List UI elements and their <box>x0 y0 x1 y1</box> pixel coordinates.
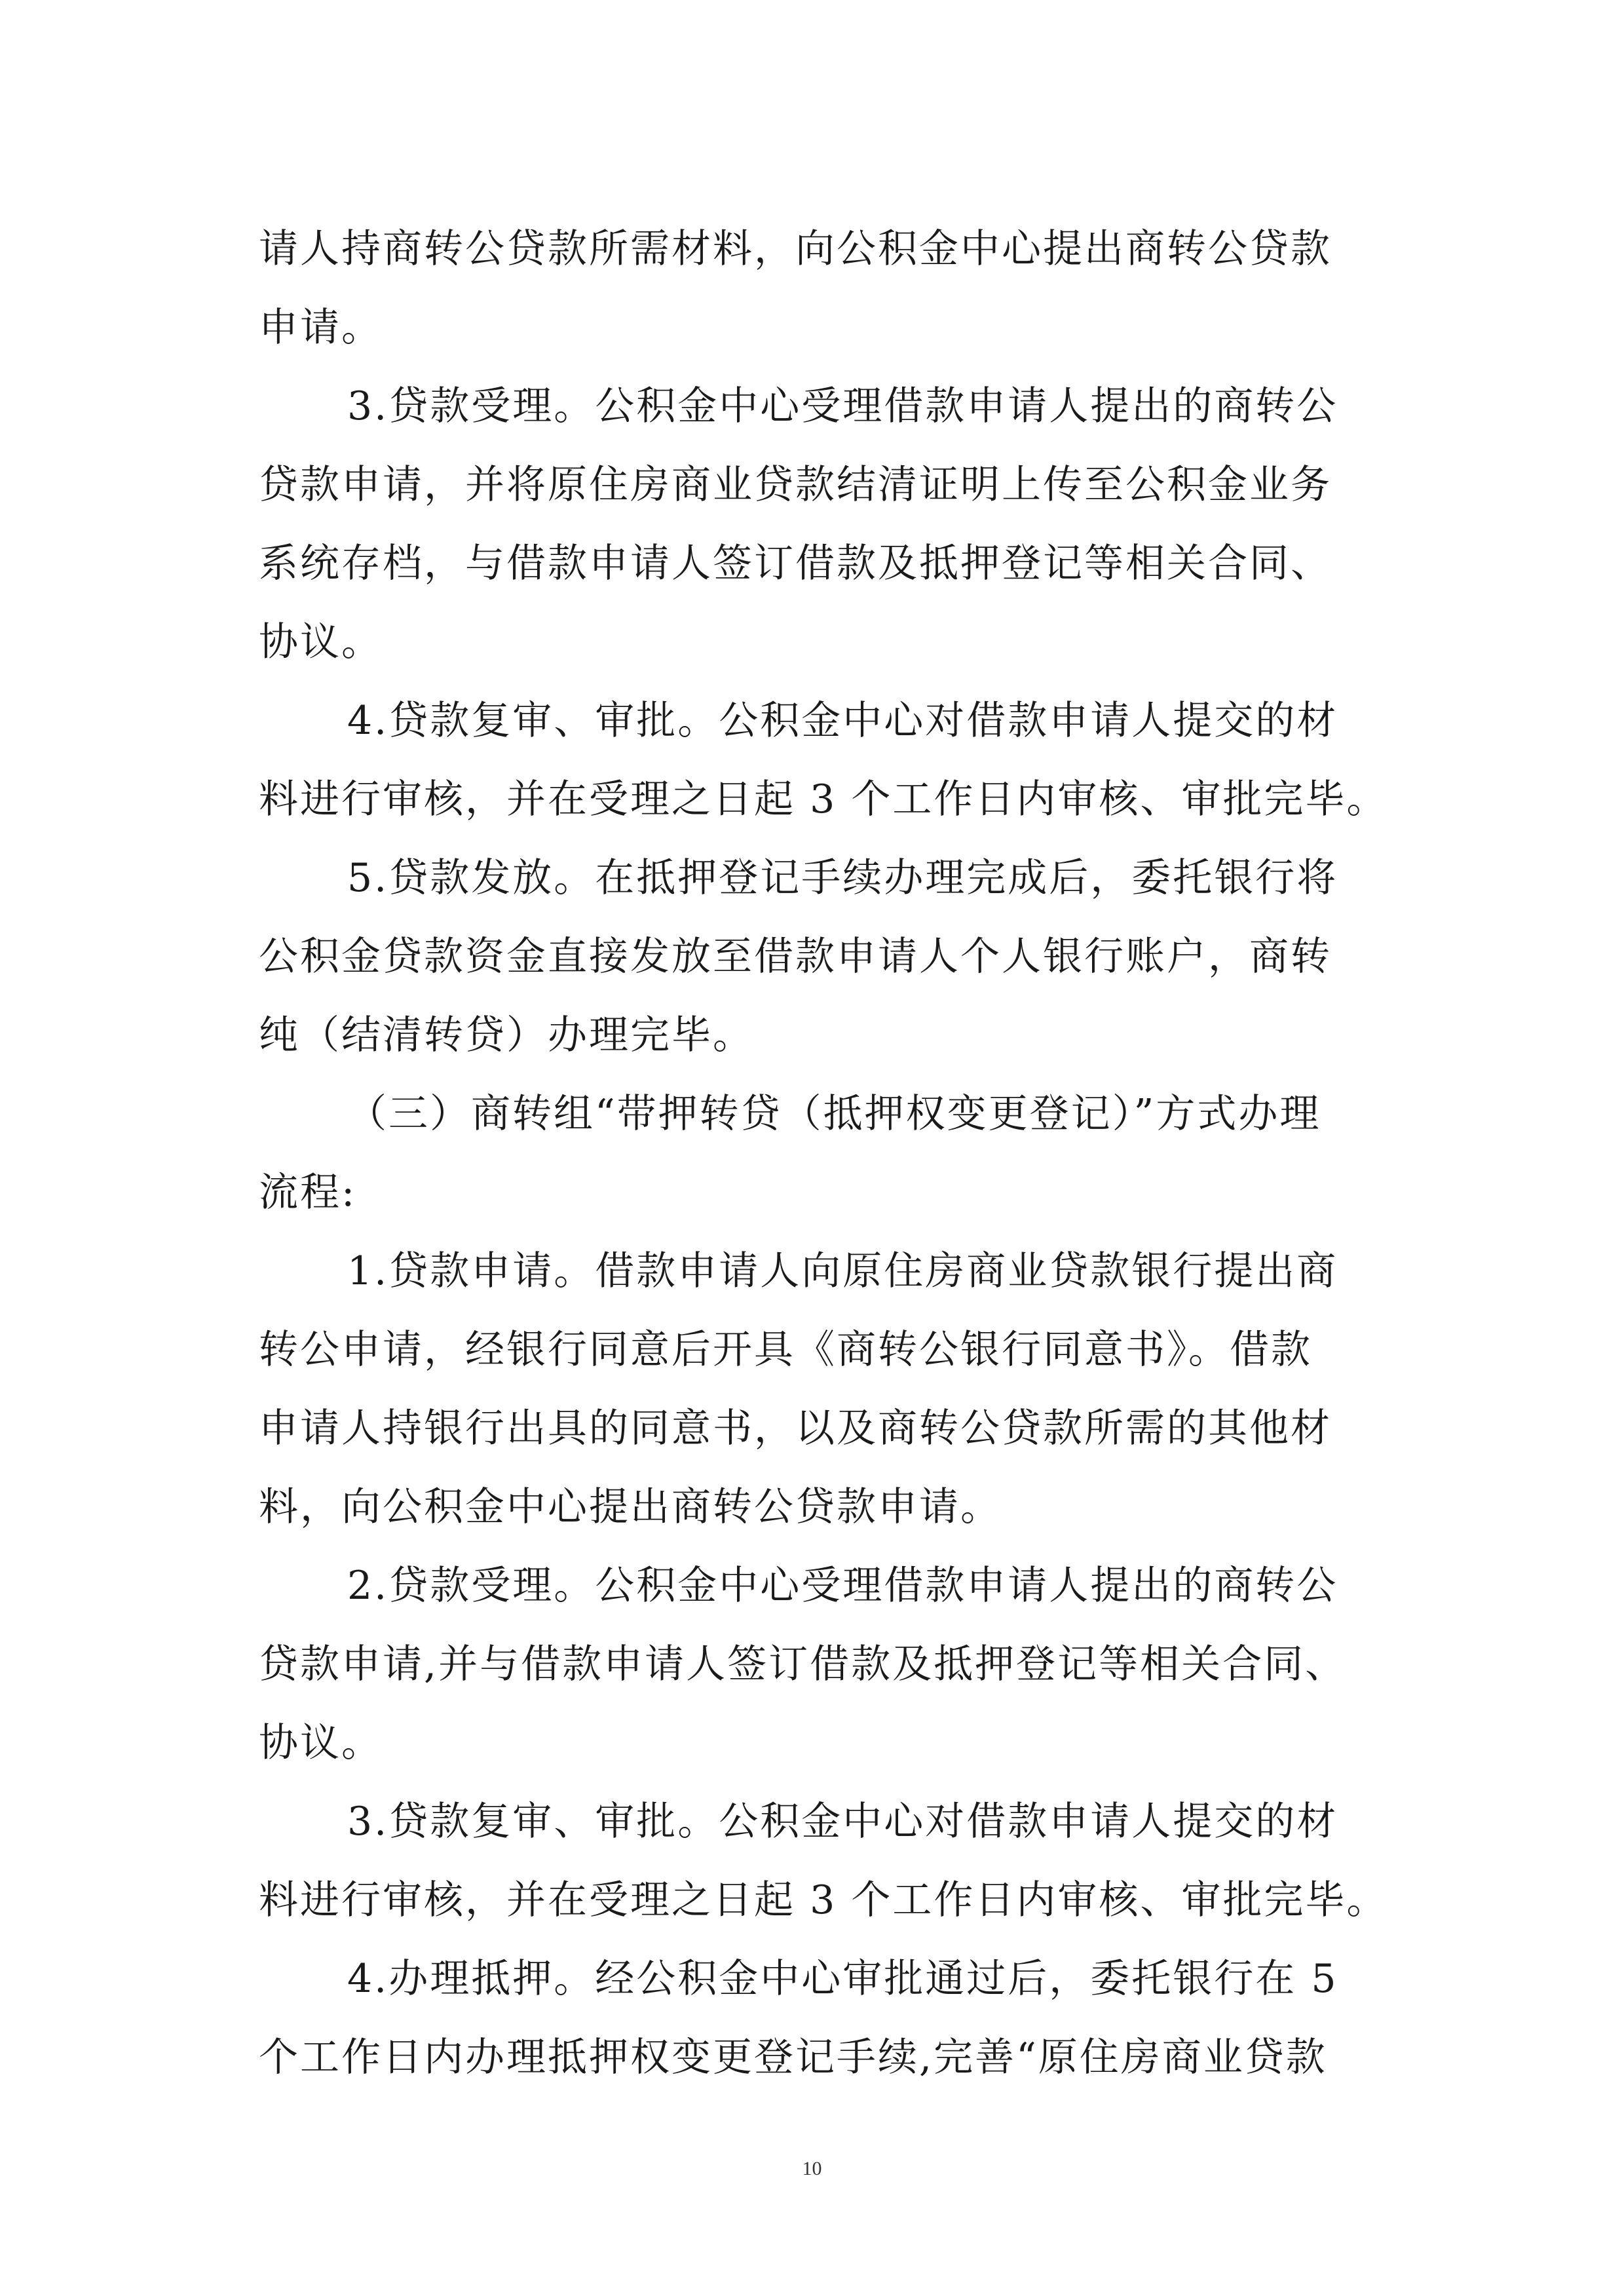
section-heading: （三）商转组“带押转贷（抵押权变更登记）”方式办理 <box>347 1091 1321 1137</box>
text-line: 纯（结清转贷）办理完毕。 <box>259 1012 754 1058</box>
text-line: 料进行审核，并在受理之日起 3 个工作日内审核、审批完毕。 <box>259 776 1388 822</box>
text-line: 4.贷款复审、审批。公积金中心对借款申请人提交的材 <box>347 698 1338 744</box>
text-line: 料，向公积金中心提出商转公贷款申请。 <box>259 1484 1002 1530</box>
text-line: 系统存档，与借款申请人签订借款及抵押登记等相关合同、 <box>259 541 1332 586</box>
text-line: 公积金贷款资金直接发放至借款申请人个人银行账户，商转 <box>259 934 1332 980</box>
text-line: 申请。 <box>259 305 383 351</box>
text-line: 流程: <box>259 1170 357 1215</box>
text-line: 料进行审核，并在受理之日起 3 个工作日内审核、审批完毕。 <box>259 1877 1388 1923</box>
text-line: 5.贷款发放。在抵押登记手续办理完成后，委托银行将 <box>347 855 1338 901</box>
text-line: 协议。 <box>259 619 383 665</box>
text-line: 申请人持银行出具的同意书，以及商转公贷款所需的其他材 <box>259 1406 1332 1451</box>
text-line: 2.贷款受理。公积金中心受理借款申请人提出的商转公 <box>347 1563 1338 1609</box>
text-line: 4.办理抵押。经公积金中心审批通过后，委托银行在 5 <box>347 1956 1338 2002</box>
text-line: 个工作日内办理抵押权变更登记手续,完善“原住房商业贷款 <box>259 2035 1327 2080</box>
text-line: 3.贷款复审、审批。公积金中心对借款申请人提交的材 <box>347 1799 1338 1845</box>
text-line: 协议。 <box>259 1720 383 1766</box>
text-line: 请人持商转公贷款所需材料，向公积金中心提出商转公贷款 <box>259 226 1332 272</box>
page-number: 10 <box>802 2158 822 2179</box>
text-line: 1.贷款申请。借款申请人向原住房商业贷款银行提出商 <box>347 1248 1338 1294</box>
text-line: 3.贷款受理。公积金中心受理借款申请人提出的商转公 <box>347 383 1338 429</box>
text-line: 贷款申请，并将原住房商业贷款结清证明上传至公积金业务 <box>259 462 1332 508</box>
text-line: 贷款申请,并与借款申请人签订借款及抵押登记等相关合同、 <box>259 1641 1347 1687</box>
text-line: 转公申请，经银行同意后开具《商转公银行同意书》。借款 <box>259 1327 1312 1373</box>
